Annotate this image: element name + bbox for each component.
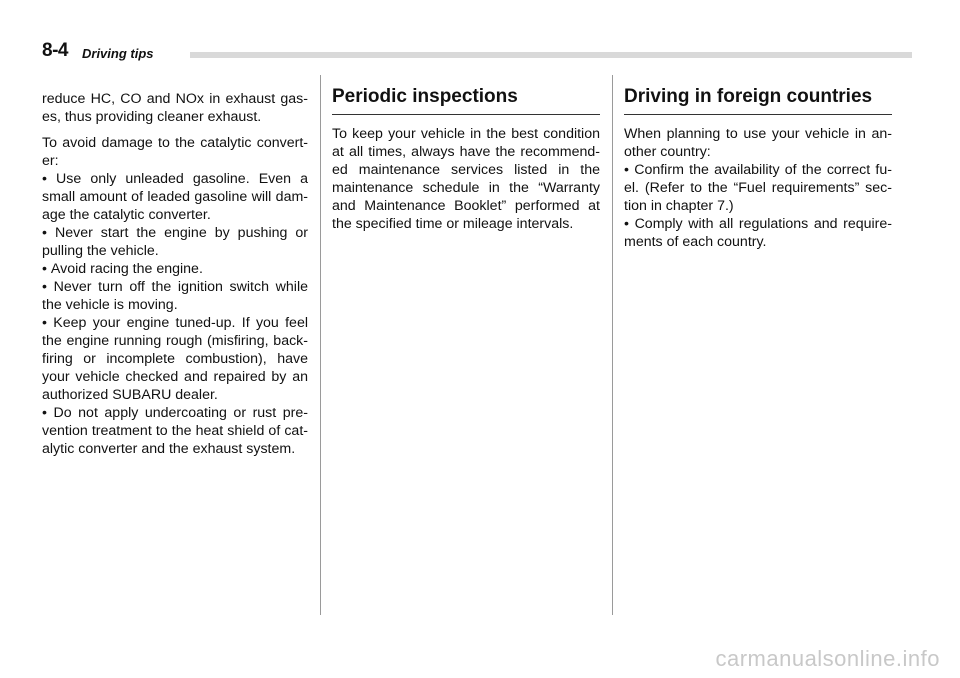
- body-paragraph: To keep your vehicle in the best condition at all times, always have the recommend-ed maintenance services listed in the maintenance schedule in the “Warranty and Maintenance Booklet” performed at the specified time or mileage intervals.: [332, 126, 600, 232]
- column-catalytic-converter: [42, 90, 308, 458]
- bullet-item: • Avoid racing the engine.: [42, 260, 308, 278]
- section-title: Driving tips: [82, 46, 154, 61]
- watermark: carmanualsonline.info: [715, 646, 940, 671]
- column-divider: [612, 75, 613, 615]
- column-divider: [320, 75, 321, 615]
- bullet-item: • Use only unleaded gasoline. Even a small amount of leaded gasoline will dam-age the catalytic converter.: [42, 170, 308, 224]
- bullet-item: • Confirm the availability of the correct fu-el. (Refer to the “Fuel requirements” sec-tion in chapter 7.): [624, 161, 892, 215]
- bullet-item: • Never start the engine by pushing or pulling the vehicle.: [42, 224, 308, 260]
- column-foreign-countries: [624, 86, 892, 251]
- page-header: [42, 40, 912, 64]
- section-heading: Driving in foreign countries: [624, 86, 892, 115]
- bullet-item: • Do not apply undercoating or rust pre-vention treatment to the heat shield of cat-alytic converter and the exhaust system.: [42, 404, 308, 458]
- page-number: 8-4: [42, 40, 68, 61]
- lead-paragraph: When planning to use your vehicle in an-other country:: [624, 126, 892, 160]
- bullet-item: • Comply with all regulations and require-ments of each country.: [624, 215, 892, 251]
- section-heading: Periodic inspections: [332, 86, 600, 115]
- lead-paragraph: To avoid damage to the catalytic convert-er:: [42, 135, 308, 169]
- intro-paragraph: reduce HC, CO and NOx in exhaust gas-es, thus providing cleaner exhaust.: [42, 91, 308, 125]
- bullet-item: • Keep your engine tuned-up. If you feel the engine running rough (misfiring, back-firing or incomplete combustion), have your vehicle checked and repaired by an authorized SUBARU dealer.: [42, 314, 308, 404]
- column-periodic-inspections: [332, 86, 600, 241]
- bullet-item: • Never turn off the ignition switch while the vehicle is moving.: [42, 278, 308, 314]
- header-rule: [190, 52, 912, 58]
